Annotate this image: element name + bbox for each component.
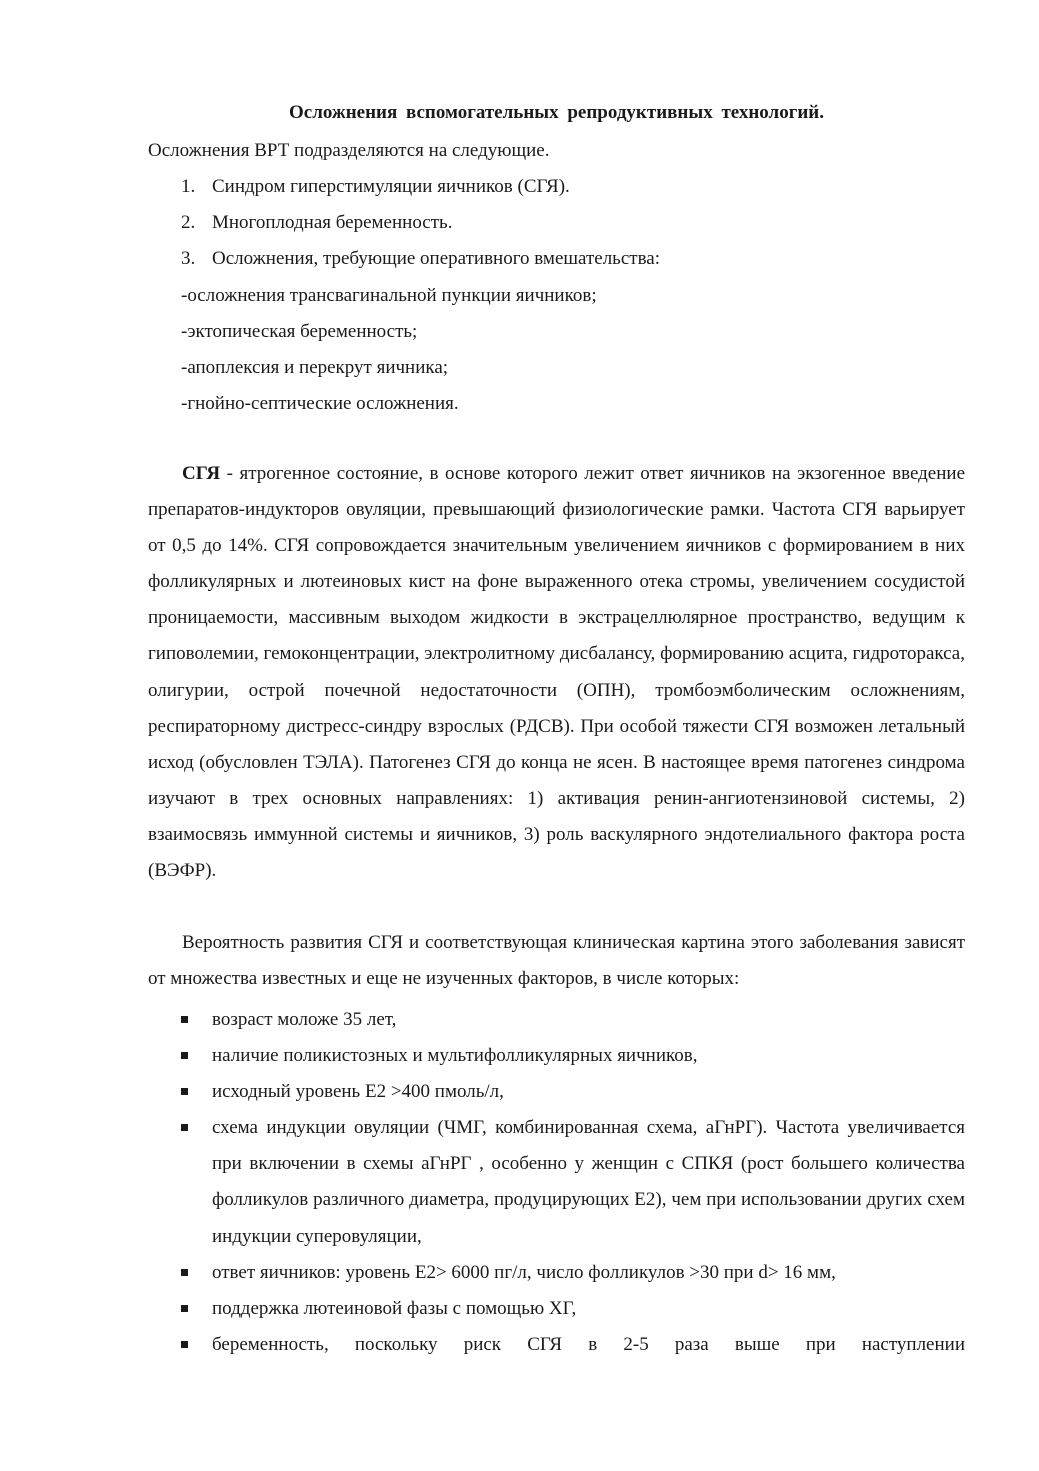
list-item-text: схема индукции овуляции (ЧМГ, комбинированная схема, аГнРГ). Частота увеличивается при включении в схемы аГнРГ , особенно у женщин с СПКЯ (рост большего количества фолликулов различного диаметра, продуцирующих Е2), чем при использовании других схем индукции суперовуляции,: [212, 1117, 965, 1247]
paragraph-sgya: [148, 456, 965, 889]
bullet-square-icon: [181, 1052, 188, 1059]
paragraph-risk-factors: [148, 925, 965, 997]
numbered-item-text: Синдром гиперстимуляции яичников (СГЯ).: [212, 176, 570, 197]
document-title: Осложнения вспомогательных репродуктивных технологий.: [289, 102, 824, 123]
list-item: [148, 1038, 965, 1074]
list-item-text: поддержка лютеиновой фазы с помощью ХГ,: [212, 1297, 577, 1319]
numbered-item-number: 2.: [181, 212, 196, 233]
list-item-text: ответ яичников: уровень Е2> 6000 пг/л, число фолликулов >30 при d> 16 мм,: [212, 1261, 836, 1283]
list-item: [148, 1110, 965, 1254]
list-item: [148, 1291, 965, 1327]
list-item: [148, 1327, 965, 1363]
list-item-text: беременность, поскольку риск СГЯ в 2-5 раза выше при наступлении: [212, 1333, 965, 1355]
paragraph-text: Вероятность развития СГЯ и соответствующая клиническая картина этого заболевания зависят от множества известных и еще не изученных факторов, в числе которых:: [148, 932, 965, 990]
list-item: [148, 1255, 965, 1291]
bullet-square-icon: [181, 1088, 188, 1095]
bullet-square-icon: [181, 1016, 188, 1023]
list-item-text: наличие поликистозных и мультифолликулярных яичников,: [212, 1045, 698, 1067]
dash-item: -апоплексия и перекрут яичника;: [181, 357, 449, 378]
bullet-square-icon: [181, 1124, 188, 1131]
dash-item: -эктопическая беременность;: [181, 321, 418, 342]
list-item: [148, 1002, 965, 1038]
dash-item: -гнойно-септические осложнения.: [181, 393, 459, 414]
list-item-text: возраст моложе 35 лет,: [212, 1009, 397, 1030]
bullet-square-icon: [181, 1269, 188, 1276]
intro-text: Осложнения ВРТ подразделяются на следующие.: [148, 140, 550, 161]
bullet-list: [148, 1002, 965, 1363]
numbered-item-number: 3.: [181, 248, 196, 269]
list-item-text: исходный уровень Е2 >400 пмоль/л,: [212, 1081, 504, 1103]
numbered-item-text: Осложнения, требующие оперативного вмешательства:: [212, 248, 661, 269]
numbered-item-number: 1.: [181, 176, 196, 197]
bullet-square-icon: [181, 1305, 188, 1312]
paragraph-bold-lead: СГЯ: [182, 463, 221, 484]
bullet-square-icon: [181, 1341, 188, 1348]
list-item: [148, 1074, 965, 1110]
paragraph-text: - ятрогенное состояние, в основе которого лежит ответ яичников на экзогенное введение препаратов-индукторов овуляции, превышающий физиологические рамки. Частота СГЯ варьирует от 0,5 до 14%. СГЯ сопровождается значительным увеличением яичников с формированием в них фолликулярных и лютеиновых кист на фоне выраженного отека стромы, увеличением сосудистой проницаемости, массивным выходом жидкости в экстрацеллюлярное пространство, ведущим к гиповолемии, гемоконцентрации, электролитному дисбалансу, формированию асцита, гидроторакса, олигурии, острой почечной недостаточности (ОПН), тромбоэмболическим осложнениям, респираторному дистресс-синдру взрослых (РДСВ). При особой тяжести СГЯ возможен летальный исход (обусловлен ТЭЛА). Патогенез СГЯ до конца не ясен. В настоящее время патогенез синдрома изучают в трех основных направлениях: 1) активация ренин-ангиотензиновой системы, 2) взаимосвязь иммунной системы и яичников, 3) роль васкулярного эндотелиального фактора роста (ВЭФР).: [148, 463, 965, 882]
numbered-item-text: Многоплодная беременность.: [212, 212, 453, 233]
dash-item: -осложнения трансвагинальной пункции яичников;: [181, 285, 597, 306]
